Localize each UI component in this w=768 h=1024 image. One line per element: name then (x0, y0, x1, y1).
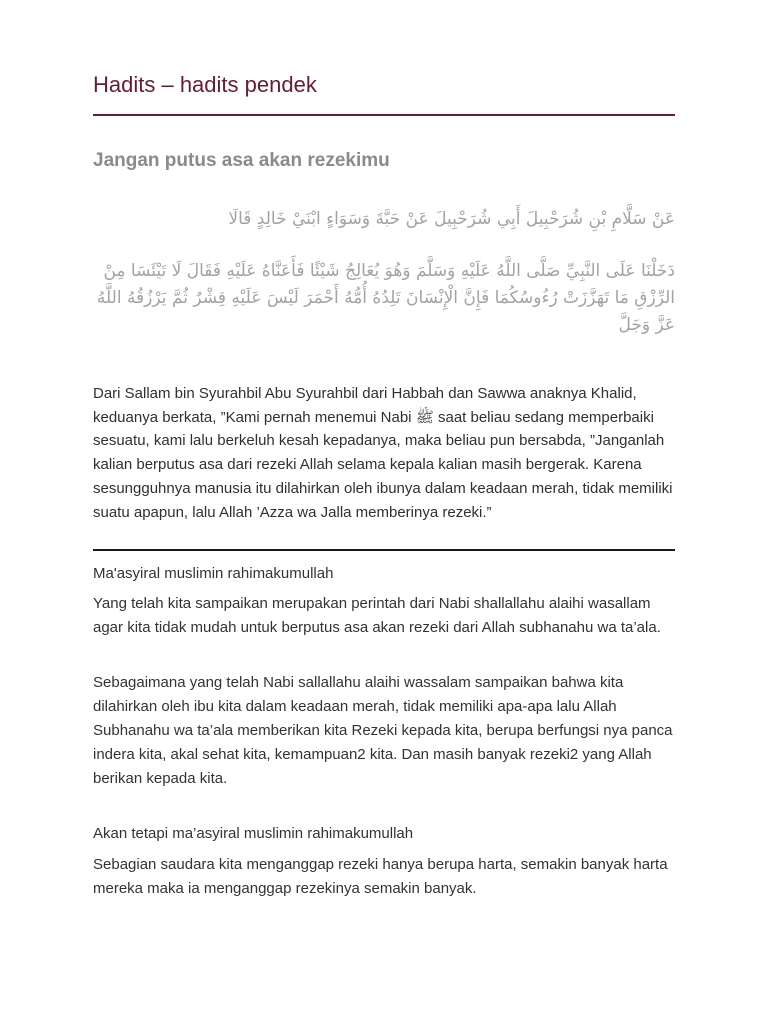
arabic-matn: دَخَلْنَا عَلَى النَّبِيِّ صَلَّى اللَّهُ عَلَيْهِ وَسَلَّمَ وَهُوَ يُعَالِجُ شَيْئًا فَأَعَنَّاهُ عَلَيْهِ فَقَالَ لَا تَيْئَسَا مِنْ الرِّزْقِ مَا تَهَزَّزَتْ رُءُوسُكُمَا فَإِنَّ الْإِنْسَانَ تَلِدُهُ أُمُّهُ أَحْمَرَ لَيْسَ عَلَيْهِ قِشْرٌ ثُمَّ يَرْزُقُهُ اللَّهُ عَزَّ وَجَلَّ (96, 261, 675, 335)
title-divider (93, 114, 675, 116)
paragraph-greeting-2: Akan tetapi ma’asyiral muslimin rahimakumullah (93, 825, 414, 842)
paragraph-explanation-1: Yang telah kita sampaikan merupakan perintah dari Nabi shallallahu alaihi wasallam agar kita tidak mudah untuk berputus asa akan rezeki dari Allah subhanahu wa ta’ala. (93, 595, 661, 636)
paragraph-explanation-2: Sebagaimana yang telah Nabi sallallahu alaihi wassalam sampaikan bahwa kita dilahirkan oleh ibu kita dalam keadaan merah, tidak memiliki apa-apa lalu Allah Subhanahu wa ta’ala memberikan kita Rezeki kepada kita, berupa berfungsi nya panca indera kita, akal sehat kita, kemampuan2 kita. Dan masih banyak rezeki2 yang Allah berikan kepada kita. (93, 674, 673, 787)
paragraph-greeting-1: Ma'asyiral muslimin rahimakumullah (93, 565, 334, 582)
document-title: Hadits – hadits pendek (93, 72, 317, 97)
arabic-isnad: عَنْ سَلَّامِ بْنِ شُرَحْبِيلَ أَبِي شُرَحْبِيلَ عَنْ حَبَّةَ وَسَوَاءٍ ابْنَيْ خَالِدٍ قَالَا (228, 209, 675, 229)
translation-divider (93, 549, 675, 551)
section-heading: Jangan putus asa akan rezekimu (93, 150, 390, 171)
paragraph-explanation-3: Sebagian saudara kita menganggap rezeki hanya berupa harta, semakin banyak harta mereka maka ia menganggap rezekinya semakin banyak. (93, 856, 668, 897)
hadith-translation: Dari Sallam bin Syurahbil Abu Syurahbil dari Habbah dan Sawwa anaknya Khalid, keduanya berkata, ”Kami pernah menemui Nabi ﷺ saat beliau sedang memperbaiki sesuatu, kami lalu berkeluh kesah kepadanya, maka beliau pun bersabda, ”Janganlah kalian berputus asa dari rezeki Allah selama kepala kalian masih bergerak. Karena sesungguhnya manusia itu dilahirkan oleh ibunya dalam keadaan merah, tidak memiliki suatu apapun, lalu Allah ’Azza wa Jalla memberinya rezeki.” (93, 385, 673, 521)
